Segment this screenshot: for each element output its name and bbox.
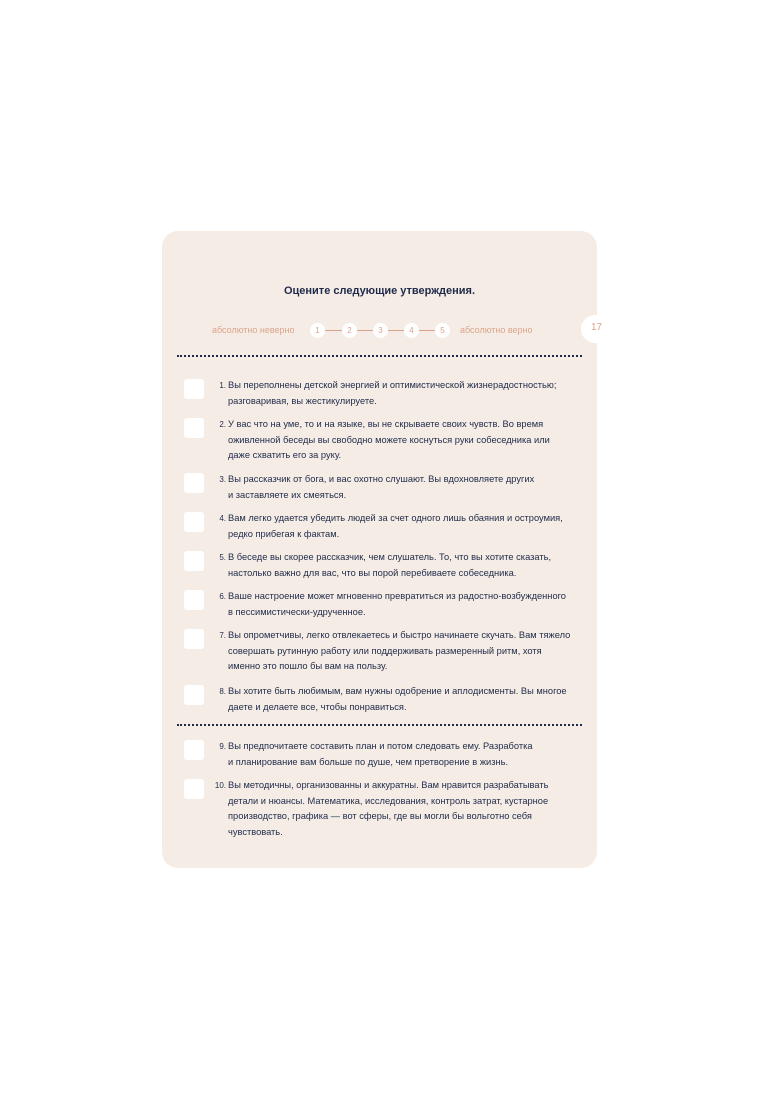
scale-min-label: абсолютно неверно — [212, 325, 295, 335]
questionnaire-card — [162, 231, 603, 868]
scale-point-5: 5 — [435, 323, 450, 338]
statement-checkbox[interactable] — [184, 629, 204, 649]
statement-text: Вы опрометчивы, легко отвлекаетесь и быстро начинаете скучать. Вам тяжело совершать рутинную работу или поддерживать размеренный ритм, хотя именно это пошло бы вам на пользу. — [228, 630, 571, 672]
statement-number: 7. — [219, 631, 226, 640]
page-number: 17 — [591, 322, 603, 333]
scale-point-3: 3 — [373, 323, 388, 338]
scale-point-2: 2 — [342, 323, 357, 338]
statement-text: У вас что на уме, то и на языке, вы не скрываете своих чувств. Во время оживленной беседы вы свободно можете коснуться руки собеседника или даже схватить его за руку. — [228, 419, 550, 461]
statement-number: 9. — [219, 742, 226, 751]
statement-text: В беседе вы скорее рассказчик, чем слушатель. То, что вы хотите сказать, настолько важно для вас, что вы порой перебиваете собеседника. — [228, 552, 552, 578]
page-title: Оцените следующие утверждения. — [283, 285, 476, 297]
scale-connector — [357, 330, 374, 331]
statement-text: Вы хотите быть любимым, вам нужны одобрение и аплодисменты. Вы многое даете и делаете все, чтобы понравиться. — [228, 686, 567, 712]
statement-checkbox[interactable] — [184, 590, 204, 610]
statement-number: 4. — [219, 514, 226, 523]
statement-number: 10. — [214, 781, 226, 790]
statement-checkbox[interactable] — [184, 685, 204, 705]
scale-point-4: 4 — [404, 323, 419, 338]
statement-text: Вы переполнены детской энергией и оптимистической жизнерадостностью; разговаривая, вы жестикулируете. — [228, 380, 557, 406]
scale-connector — [388, 330, 405, 331]
scale-max-label: абсолютно верно — [460, 325, 533, 335]
dotted-divider — [177, 724, 582, 726]
statement-number: 5. — [219, 553, 226, 562]
statement-number: 1. — [219, 381, 226, 390]
statement-text: Вам легко удается убедить людей за счет одного лишь обаяния и остроумия, редко прибегая к фактам. — [228, 513, 563, 539]
statement-text: Вы методичны, организованны и аккуратны. Вам нравится разрабатывать детали и нюансы. Математика, исследования, контроль затрат, кустарное производство, графика — вот сферы, где вы могли бы вольготно себя чувствовать. — [228, 780, 549, 837]
scale-connector — [325, 330, 342, 331]
statement-checkbox[interactable] — [184, 473, 204, 493]
statement-number: 8. — [219, 687, 226, 696]
scale-connector — [419, 330, 436, 331]
statement-checkbox[interactable] — [184, 779, 204, 799]
statement-text: Вы рассказчик от бога, и вас охотно слушают. Вы вдохновляете других и заставляете их смеяться. — [228, 474, 535, 500]
dotted-divider — [177, 355, 582, 357]
statement-checkbox[interactable] — [184, 740, 204, 760]
statement-text: Ваше настроение может мгновенно превратиться из радостно-возбужденного в пессимистически-удрученное. — [228, 591, 566, 617]
page-number-tab — [581, 315, 613, 343]
rating-scale — [162, 321, 597, 341]
statement-checkbox[interactable] — [184, 551, 204, 571]
statement-checkbox[interactable] — [184, 418, 204, 438]
statement-number: 6. — [219, 592, 226, 601]
statement-number: 2. — [219, 420, 226, 429]
statement-text: Вы предпочитаете составить план и потом следовать ему. Разработка и планирование вам больше по душе, чем претворение в жизнь. — [228, 741, 533, 767]
statement-checkbox[interactable] — [184, 379, 204, 399]
scale-point-1: 1 — [310, 323, 325, 338]
statement-checkbox[interactable] — [184, 512, 204, 532]
statement-number: 3. — [219, 475, 226, 484]
